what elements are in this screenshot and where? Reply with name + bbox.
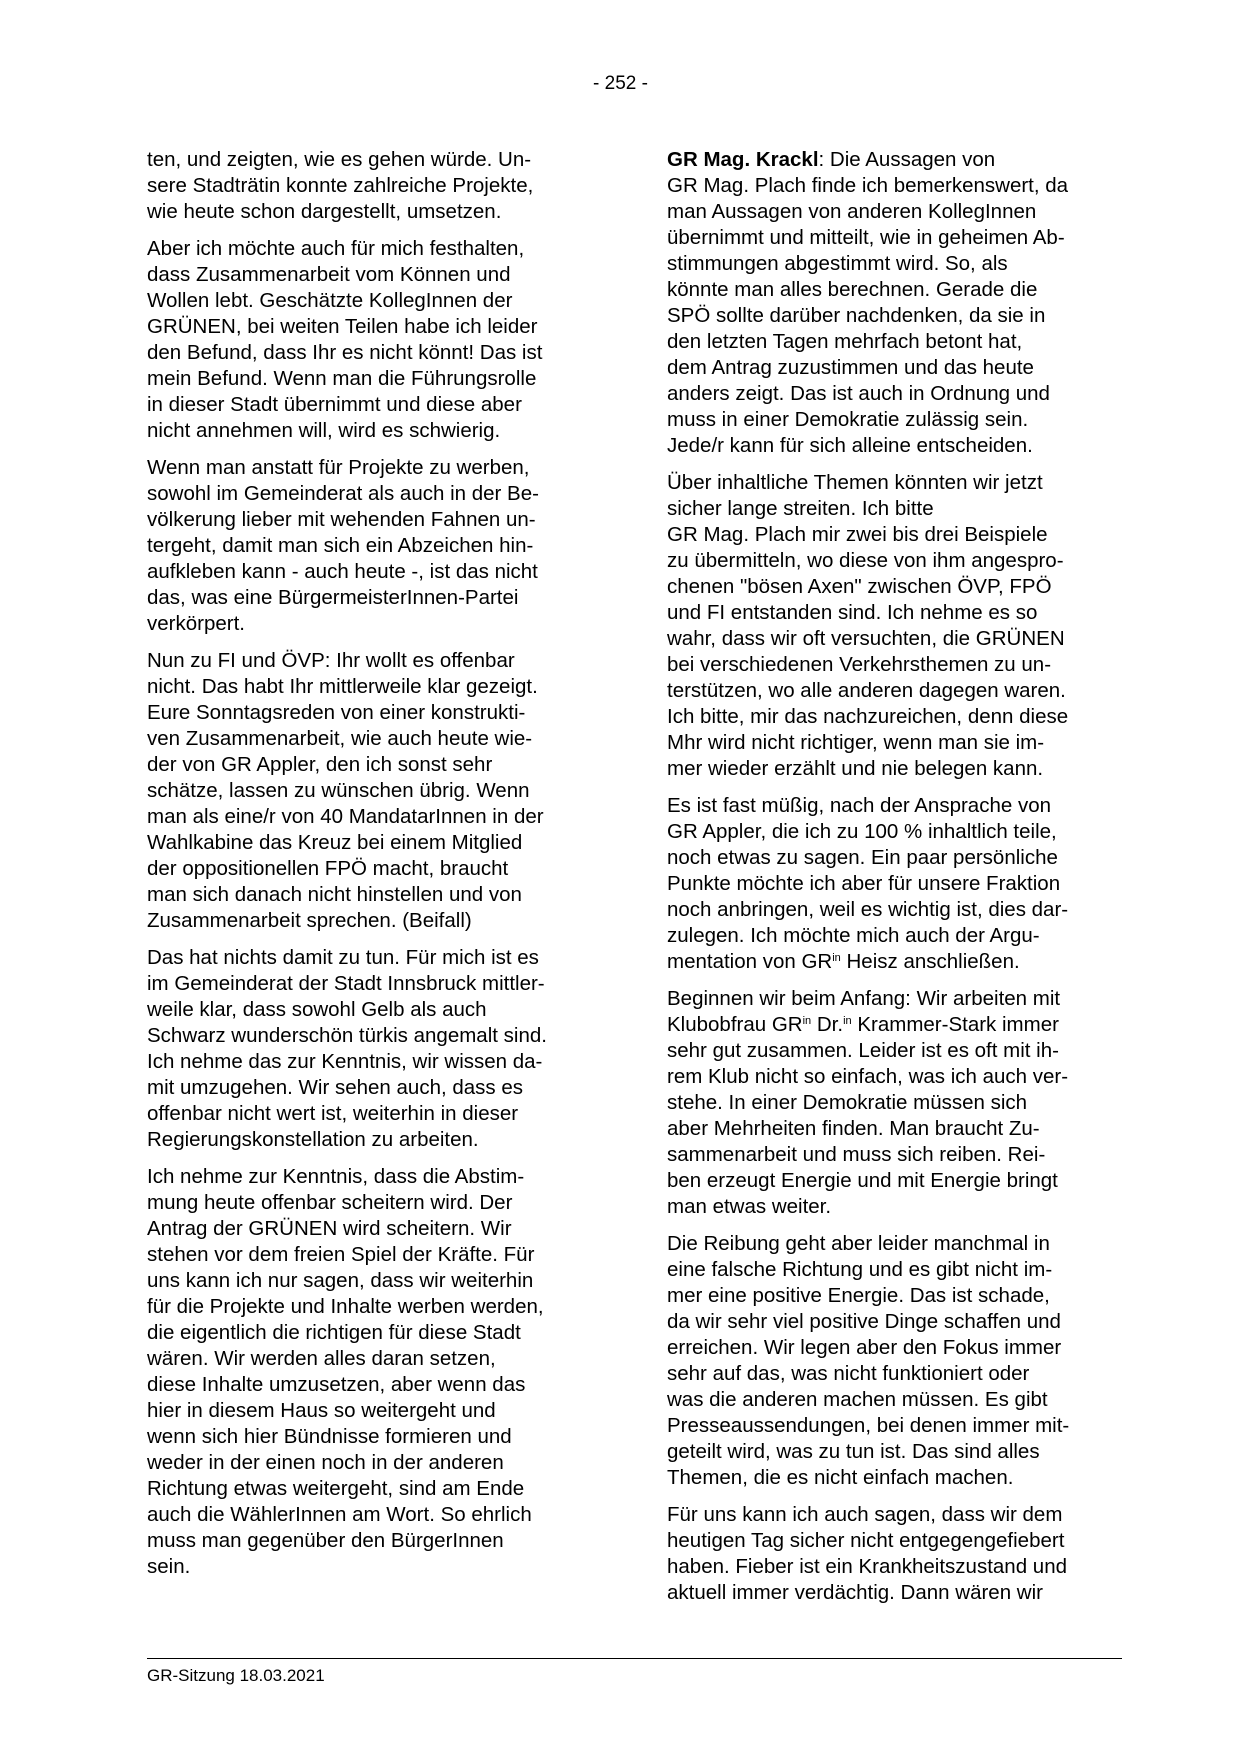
- paragraph: [667, 793, 1110, 975]
- superscript: in: [832, 952, 841, 964]
- paragraph: Nun zu FI und ÖVP: Ihr wollt es offenbar nicht. Das habt Ihr mittlerweile klar gezeigt. Eure Sonntagsreden von einer konstrukti- ven Zusammenarbeit, wie auch heute wie- der von GR Appler, den ich sonst sehr schätze, lassen zu wünschen übrig. Wenn man als eine/r von 40 MandatarInnen in der Wahlkabine das Kreuz bei einem Mitglied der oppositionellen FPÖ macht, braucht man sich danach nicht hinstellen und von Zusammenarbeit sprechen. (Beifall): [147, 649, 544, 932]
- paragraph-text: Es ist fast müßig, nach der Ansprache von GR Appler, die ich zu 100 % inhaltlich teile, noch etwas zu sagen. Ein paar persönliche Punkte möchte ich aber für unsere Fraktion noch anbringen, weil es wichtig ist, dies dar- zulegen. Ich möchte mich auch der Argu- mentation von GR: [667, 794, 1069, 973]
- paragraph: Wenn man anstatt für Projekte zu werben, sowohl im Gemeinderat als auch in der Be- völkerung lieber mit wehenden Fahnen un- tergeht, damit man sich ein Abzeichen hin- aufkleben kann - auch heute -, ist das nicht das, was eine BürgermeisterInnen-Partei verkörpert.: [147, 456, 539, 635]
- superscript: in: [843, 1015, 852, 1027]
- superscript: in: [802, 1015, 812, 1027]
- right-column: [667, 147, 1110, 1617]
- footer-session: GR-Sitzung 18.03.2021: [147, 1666, 325, 1685]
- left-column: [147, 147, 590, 1591]
- paragraph: Die Reibung geht aber leider manchmal in eine falsche Richtung und es gibt nicht im- mer eine positive Energie. Das ist schade, da wir sehr viel positive Dinge schaffen und erreichen. Wir legen aber den Fokus immer sehr auf das, was nicht funktioniert oder was die anderen machen müssen. Es gibt Presseaussendungen, bei denen immer mit- geteilt wird, was zu tun ist. Das sind alles Themen, die es nicht einfach machen.: [667, 1232, 1070, 1489]
- paragraph: Das hat nichts damit zu tun. Für mich ist es im Gemeinderat der Stadt Innsbruck mittler- weile klar, dass sowohl Gelb als auch Schwarz wunderschön türkis angemalt sind. Ich nehme das zur Kenntnis, wir wissen da- mit umzugehen. Wir sehen auch, dass es offenbar nicht wert ist, weiterhin in dieser Regierungskonstellation zu arbeiten.: [147, 946, 547, 1151]
- paragraph-text: Dr.: [811, 1013, 844, 1036]
- paragraph-text: Beginnen wir beim Anfang: Wir arbeiten mit Klubobfrau GR: [667, 987, 1061, 1036]
- paragraph: ten, und zeigten, wie es gehen würde. Un- sere Stadträtin konnte zahlreiche Projekte, wie heute schon dargestellt, umsetzen.: [147, 148, 534, 223]
- page-number: - 252 -: [593, 73, 648, 94]
- speaker-paragraph: [667, 147, 1110, 459]
- speaker-name: GR Mag. Krackl: [667, 148, 819, 171]
- paragraph: Aber ich möchte auch für mich festhalten, dass Zusammenarbeit vom Können und Wollen lebt. Geschätzte KollegInnen der GRÜNEN, bei weiten Teilen habe ich leider den Befund, dass Ihr es nicht könnt! Das ist mein Befund. Wenn man die Führungsrolle in dieser Stadt übernimmt und diese aber nicht annehmen will, wird es schwierig.: [147, 237, 543, 442]
- paragraph: Ich nehme zur Kenntnis, dass die Abstim- mung heute offenbar scheitern wird. Der Antrag der GRÜNEN wird scheitern. Wir stehen vor dem freien Spiel der Kräfte. Für uns kann ich nur sagen, dass wir weiterhin für die Projekte und Inhalte werben werden, die eigentlich die richtigen für diese Stadt wären. Wir werden alles daran setzen, diese Inhalte umzusetzen, aber wenn das hier in diesem Haus so weitergeht und wenn sich hier Bündnisse formieren und weder in der einen noch in der anderen Richtung etwas weitergeht, sind am Ende auch die WählerInnen am Wort. So ehrlich muss man gegenüber den BürgerInnen sein.: [147, 1165, 544, 1578]
- paragraph-text: : Die Aussagen von GR Mag. Plach finde ich bemerkenswert, da man Aussagen von anderen KollegInnen übernimmt und mitteilt, wie in geheimen Ab- stimmungen abgestimmt wird. So, als könnte man alles berechnen. Gerade die SPÖ sollte darüber nachdenken, da sie in den letzten Tagen mehrfach betont hat, dem Antrag zuzustimmen und das heute anders zeigt. Das ist auch in Ordnung und muss in einer Demokratie zulässig sein. Jede/r kann für sich alleine entscheiden.: [667, 148, 1069, 457]
- paragraph: Über inhaltliche Themen könnten wir jetzt sicher lange streiten. Ich bitte GR Mag. Plach mir zwei bis drei Beispiele zu übermitteln, wo diese von ihm angespro- chenen "bösen Axen" zwischen ÖVP, FPÖ und FI entstanden sind. Ich nehme es so wahr, dass wir oft versuchten, die GRÜNEN bei verschiedenen Verkehrsthemen zu un- terstützen, wo alle anderen dagegen waren. Ich bitte, mir das nachzureichen, denn diese Mhr wird nicht richtiger, wenn man sie im- mer wieder erzählt und nie belegen kann.: [667, 471, 1069, 780]
- paragraph: Für uns kann ich auch sagen, dass wir dem heutigen Tag sicher nicht entgegengefiebert haben. Fieber ist ein Krankheitszustand und aktuell immer verdächtig. Dann wären wir: [667, 1503, 1068, 1604]
- footer-divider: [147, 1658, 1122, 1659]
- paragraph: [667, 986, 1110, 1220]
- paragraph-text: Krammer-Stark immer sehr gut zusammen. Leider ist es oft mit ih- rem Klub nicht so einfach, was ich auch ver- stehe. In einer Demokratie müssen sich aber Mehrheiten finden. Man braucht Zu- sammenarbeit und muss sich reiben. Rei- ben erzeugt Energie und mit Energie bringt man etwas weiter.: [667, 1013, 1069, 1218]
- paragraph-text: Heisz anschließen.: [840, 950, 1020, 973]
